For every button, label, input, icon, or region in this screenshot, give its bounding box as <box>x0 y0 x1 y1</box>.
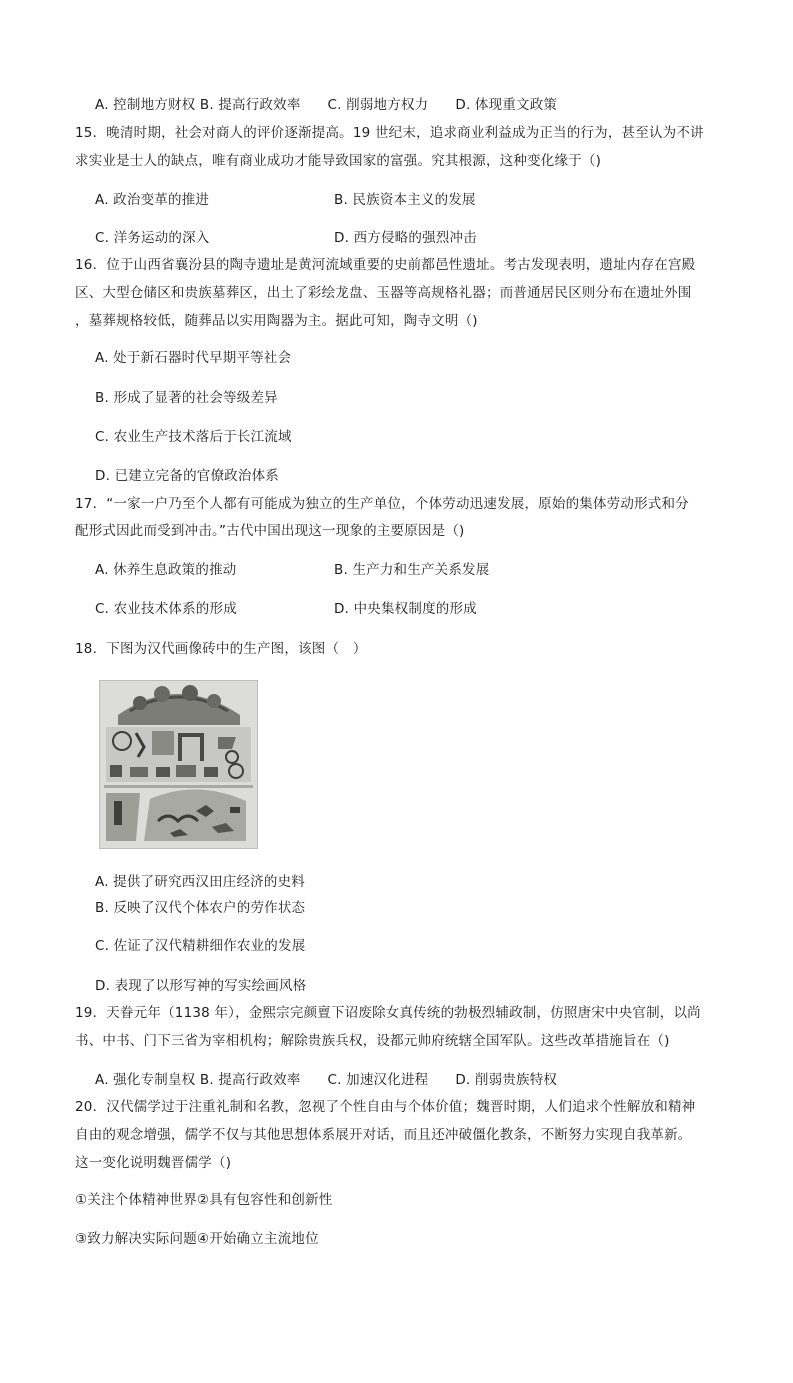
q16-option-a: A. 处于新石器时代早期平等社会 <box>95 350 292 366</box>
q18-option-b: B. 反映了汉代个体农户的劳作状态 <box>95 900 306 916</box>
q19-option-d: D. 削弱贵族特权 <box>455 1072 558 1088</box>
q16-option-d: D. 已建立完备的官僚政治体系 <box>95 468 279 484</box>
q18-option-c: C. 佐证了汉代精耕细作农业的发展 <box>95 938 306 954</box>
q19-stem-line-2: 书、中书、门下三省为宰相机构；解除贵族兵权，设都元帅府统辖全国军队。这些改革措施旨在（) <box>75 1033 670 1049</box>
q20-stem-line-1: 20．汉代儒学过于注重礼制和名教，忽视了个性自由与个体价值；魏晋时期，人们追求个性解放和精神 <box>75 1099 696 1115</box>
q14-option-a: A. 控制地方财权 <box>95 97 196 113</box>
q20-stem-line-3: 这一变化说明魏晋儒学（) <box>75 1155 232 1171</box>
q15-option-a: A. 政治变革的推进 <box>95 192 210 208</box>
q15-option-c: C. 洋务运动的深入 <box>95 230 210 246</box>
q16-option-b: B. 形成了显著的社会等级差异 <box>95 390 278 406</box>
q15-stem-line-2: 求实业是士人的缺点，唯有商业成功才能导致国家的富强。究其根源，这种变化缘于（) <box>75 153 602 169</box>
q16-option-c: C. 农业生产技术落后于长江流域 <box>95 429 292 445</box>
q19-stem-line-1: 19．天眷元年（1138 年），金熙宗完颜亶下诏废除女真传统的勃极烈辅政制，仿照唐宋中央官制，以尚 <box>75 1005 701 1021</box>
q15-option-b: B. 民族资本主义的发展 <box>334 192 476 208</box>
q15-option-d: D. 西方侵略的强烈冲击 <box>334 230 477 246</box>
q16-stem-line-1: 16．位于山西省襄汾县的陶寺遗址是黄河流域重要的史前都邑性遗址。考古发现表明，遗址内存在宫殿 <box>75 257 696 273</box>
q19-options <box>95 1070 557 1090</box>
q15-stem-line-1: 15．晚清时期，社会对商人的评价逐渐提高。19 世纪末，追求商业利益成为正当的行为，甚至认为不讲 <box>75 125 704 141</box>
q17-option-a: A. 休养生息政策的推动 <box>95 562 237 578</box>
q16-stem-line-3: ，墓葬规格较低，随葬品以实用陶器为主。据此可知，陶寺文明（) <box>75 313 478 329</box>
q17-option-c: C. 农业技术体系的形成 <box>95 601 237 617</box>
q19-option-a: A. 强化专制皇权 <box>95 1072 196 1088</box>
q17-option-d: D. 中央集权制度的形成 <box>334 601 477 617</box>
q19-option-b: B. 提高行政效率 <box>199 1072 301 1088</box>
q20-stem-line-2: 自由的观念增强，儒学不仅与其他思想体系展开对话，而且还冲破僵化教条，不断努力实现自我革新。 <box>75 1127 692 1143</box>
q14-options <box>95 95 557 115</box>
q18-stem: 18．下图为汉代画像砖中的生产图，该图（ ） <box>75 641 367 657</box>
q14-option-d: D. 体现重文政策 <box>455 97 558 113</box>
q20-choices-line-2: ③致力解决实际问题④开始确立主流地位 <box>75 1231 319 1247</box>
q14-option-c: C. 削弱地方权力 <box>327 97 429 113</box>
q14-option-b: B. 提高行政效率 <box>199 97 301 113</box>
q20-choices-line-1: ①关注个体精神世界②具有包容性和创新性 <box>75 1192 333 1208</box>
q16-stem-line-2: 区、大型仓储区和贵族墓葬区，出土了彩绘龙盘、玉器等高规格礼器；而普通居民区则分布在遗址外围 <box>75 285 692 301</box>
q17-option-b: B. 生产力和生产关系发展 <box>334 562 490 578</box>
q19-option-c: C. 加速汉化进程 <box>327 1072 429 1088</box>
q18-option-d: D. 表现了以形写神的写实绘画风格 <box>95 978 307 994</box>
q17-stem-line-2: 配形式因此而受到冲击。”古代中国出现这一现象的主要原因是（) <box>75 523 465 539</box>
han-brick-production-image <box>99 680 258 849</box>
q17-stem-line-1: 17．“一家一户乃至个人都有可能成为独立的生产单位，个体劳动迅速发展，原始的集体劳动形式和分 <box>75 496 689 512</box>
q18-option-a: A. 提供了研究西汉田庄经济的史料 <box>95 874 305 890</box>
